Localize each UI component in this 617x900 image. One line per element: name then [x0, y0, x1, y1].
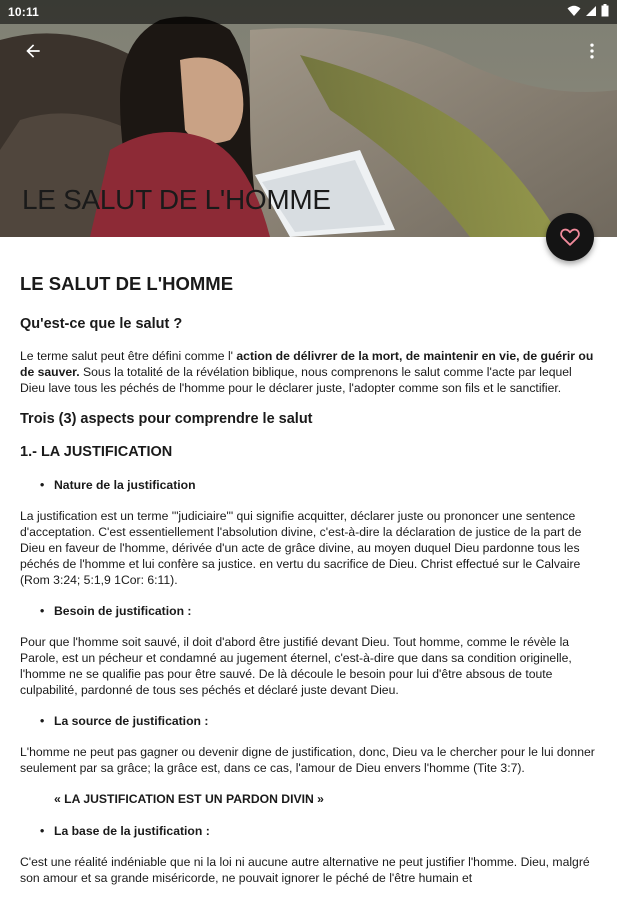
intro-text-end: Sous la totalité de la révélation biblique, nous comprenons le salut comme l'acte par lequel Dieu lave tous les péchés de l'homme pour le déclarer juste, l'adopter comme son fils et le sanctifier. [20, 365, 572, 395]
aspects-heading: Trois (3) aspects pour comprendre le salut [20, 411, 313, 427]
base-paragraph: C'est une réalité indéniable que ni la loi ni aucune autre alternative ne peut justifier l'homme. Dieu, malgré son amour et sa grande miséricorde, ne pouvait ignorer le péché de l'être humain et [20, 855, 590, 885]
status-time: 10:11 [8, 5, 40, 19]
intro-text-bold: action de délivrer de la mort, de maintenir en vie, de guérir ou de sauver. [20, 349, 594, 379]
status-icons [567, 4, 609, 17]
source-heading: • La source de justification : [20, 712, 597, 730]
intro-paragraph [20, 348, 597, 396]
heart-outline-icon [559, 226, 581, 248]
nature-heading: • Nature de la justification [20, 476, 597, 494]
question-heading: Qu'est-ce que le salut ? [20, 316, 183, 332]
more-options-button[interactable] [575, 34, 609, 68]
article-title: LE SALUT DE L'HOMME [20, 273, 234, 294]
arrow-back-icon [23, 41, 43, 61]
intro-text-start: Le terme salut peut être défini comme l' [20, 349, 234, 363]
besoin-paragraph: Pour que l'homme soit sauvé, il doit d'abord être justifié devant Dieu. Tout homme, comme le révèle la Parole, est un pécheur et condamné au jugement éternel, c'est-à-dire que dans sa condition originelle, l'homme ne se qualifie pas pour être sauvé. De là découle le besoin pour lui d'être absous de toute culpabilité, pardonné de tous ses péchés et déclaré juste devant Dieu. [20, 635, 572, 697]
battery-icon [601, 4, 609, 17]
header-title: LE SALUT DE L'HOMME [22, 184, 331, 215]
favorite-button[interactable] [546, 213, 594, 261]
nature-paragraph: La justification est un terme '"judiciaire"' qui signifie acquitter, déclarer juste ou prononcer une sentence d'acceptation. C'est essentiellement l'absolution divine, c'est-à-dire la déclaration de justice de la part de Dieu en faveur de l'homme, dérivée d'un acte de grâce divine, au moyen duquel Dieu pardonne tous les péchés de l'homme et lui confère sa justice. en vertu du sacrifice de Dieu. Christ effectué sur le Calvaire (Rom 3:24; 5:1,9 1Cor: 6:11). [20, 509, 582, 587]
besoin-heading: • Besoin de justification : [20, 602, 597, 620]
back-button[interactable] [16, 34, 50, 68]
source-paragraph: L'homme ne peut pas gagner ou devenir digne de justification, donc, Dieu va le chercher pour le lui donner seulement par sa grâce; la grâce est, dans ce cas, l'amour de Dieu envers l'homme (Tite 3:7). [20, 745, 595, 775]
base-heading: • La base de la justification : [20, 822, 597, 840]
status-bar [0, 0, 617, 24]
section1-heading: 1.- LA JUSTIFICATION [20, 444, 173, 460]
header-banner [0, 0, 617, 237]
signal-icon [585, 5, 597, 17]
wifi-icon [567, 5, 581, 17]
article-content [20, 272, 597, 900]
more-vert-icon [582, 41, 602, 61]
quote-line: « LA JUSTIFICATION EST UN PARDON DIVIN » [54, 792, 324, 806]
